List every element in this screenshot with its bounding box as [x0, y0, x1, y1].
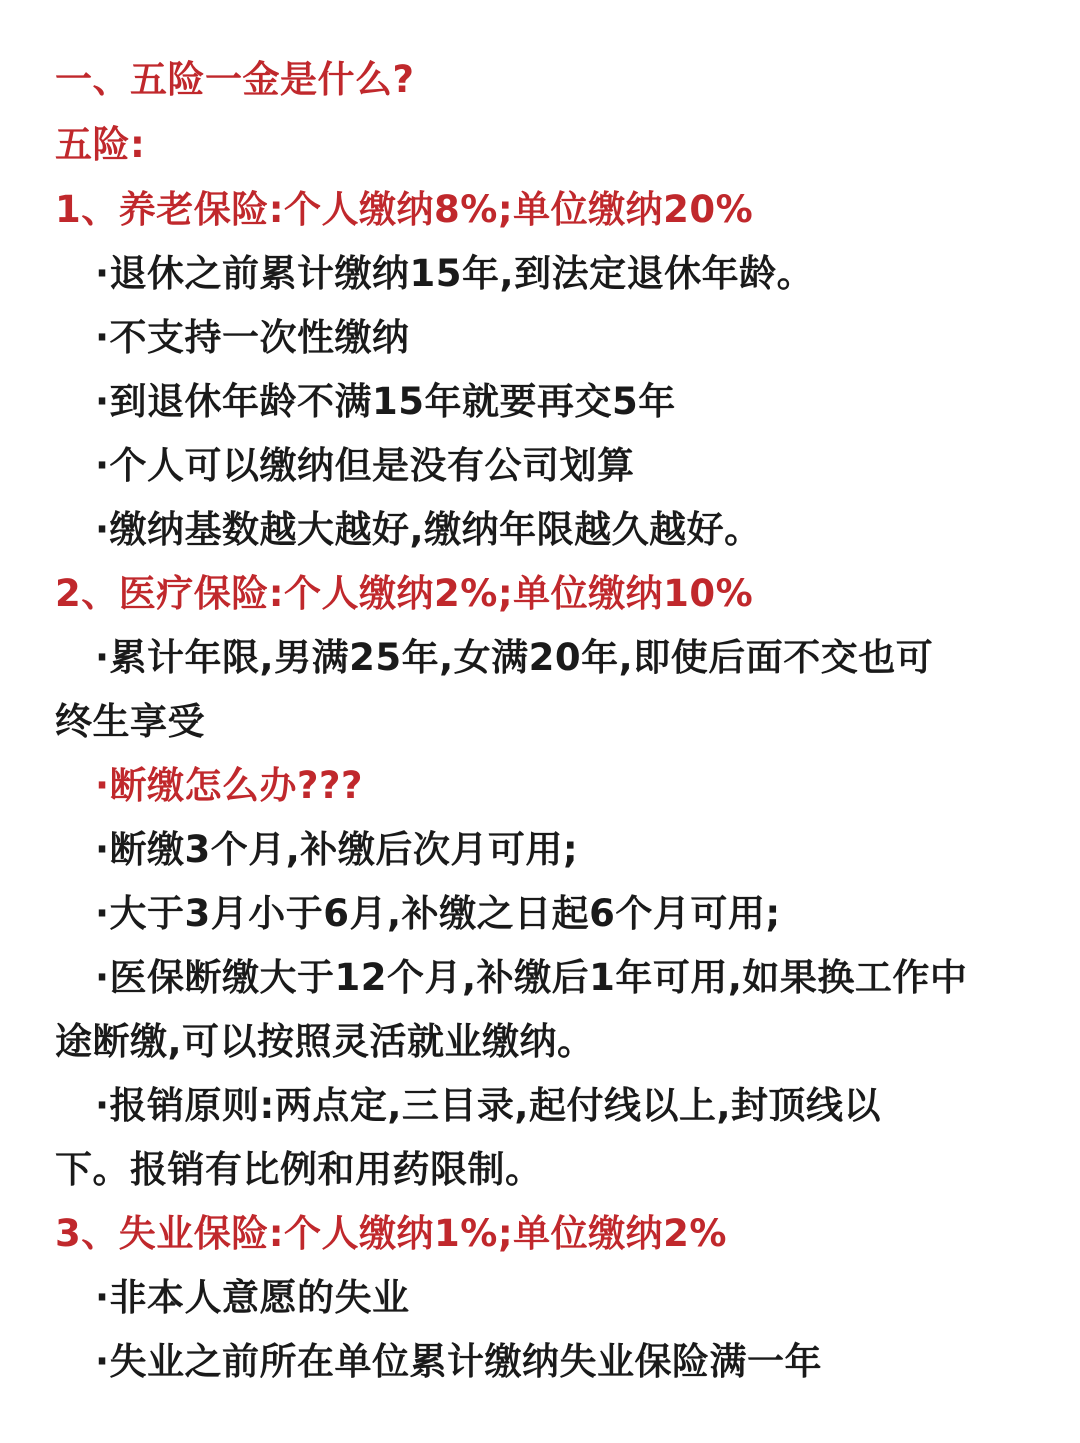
lapse-over-12-line-2: 途断缴,可以按照灵活就业缴纳。: [55, 1020, 595, 1063]
unemployment-bullet: ·失业之前所在单位累计缴纳失业保险满一年: [95, 1340, 823, 1383]
five-insurance-label: 五险:: [55, 123, 146, 166]
unemployment-bullet: ·非本人意愿的失业: [95, 1276, 410, 1319]
pension-bullet: ·个人可以缴纳但是没有公司划算: [95, 444, 635, 487]
pension-bullet: ·缴纳基数越大越好,缴纳年限越久越好。: [95, 508, 762, 551]
medical-cumulative-line-2: 终生享受: [55, 700, 205, 743]
lapse-question: ·断缴怎么办???: [95, 764, 363, 807]
reimburse-line-1: ·报销原则:两点定,三目录,起付线以上,封顶线以: [95, 1084, 882, 1127]
medical-cumulative-line-1: ·累计年限,男满25年,女满20年,即使后面不交也可: [95, 636, 934, 679]
pension-bullet: ·退休之前累计缴纳15年,到法定退休年龄。: [95, 252, 815, 295]
lapse-bullet: ·大于3月小于6月,补缴之日起6个月可用;: [95, 892, 781, 935]
page-title: 一、五险一金是什么?: [55, 58, 415, 101]
pension-bullet: ·不支持一次性缴纳: [95, 316, 410, 359]
lapse-bullet: ·断缴3个月,补缴后次月可用;: [95, 828, 579, 871]
lapse-over-12-line-1: ·医保断缴大于12个月,补缴后1年可用,如果换工作中: [95, 956, 968, 999]
medical-heading: 2、医疗保险:个人缴纳2%;单位缴纳10%: [55, 572, 754, 615]
pension-bullet: ·到退休年龄不满15年就要再交5年: [95, 380, 676, 423]
unemployment-heading: 3、失业保险:个人缴纳1%;单位缴纳2%: [55, 1212, 727, 1255]
reimburse-line-2: 下。报销有比例和用药限制。: [55, 1148, 543, 1191]
pension-heading: 1、养老保险:个人缴纳8%;单位缴纳20%: [55, 188, 754, 231]
